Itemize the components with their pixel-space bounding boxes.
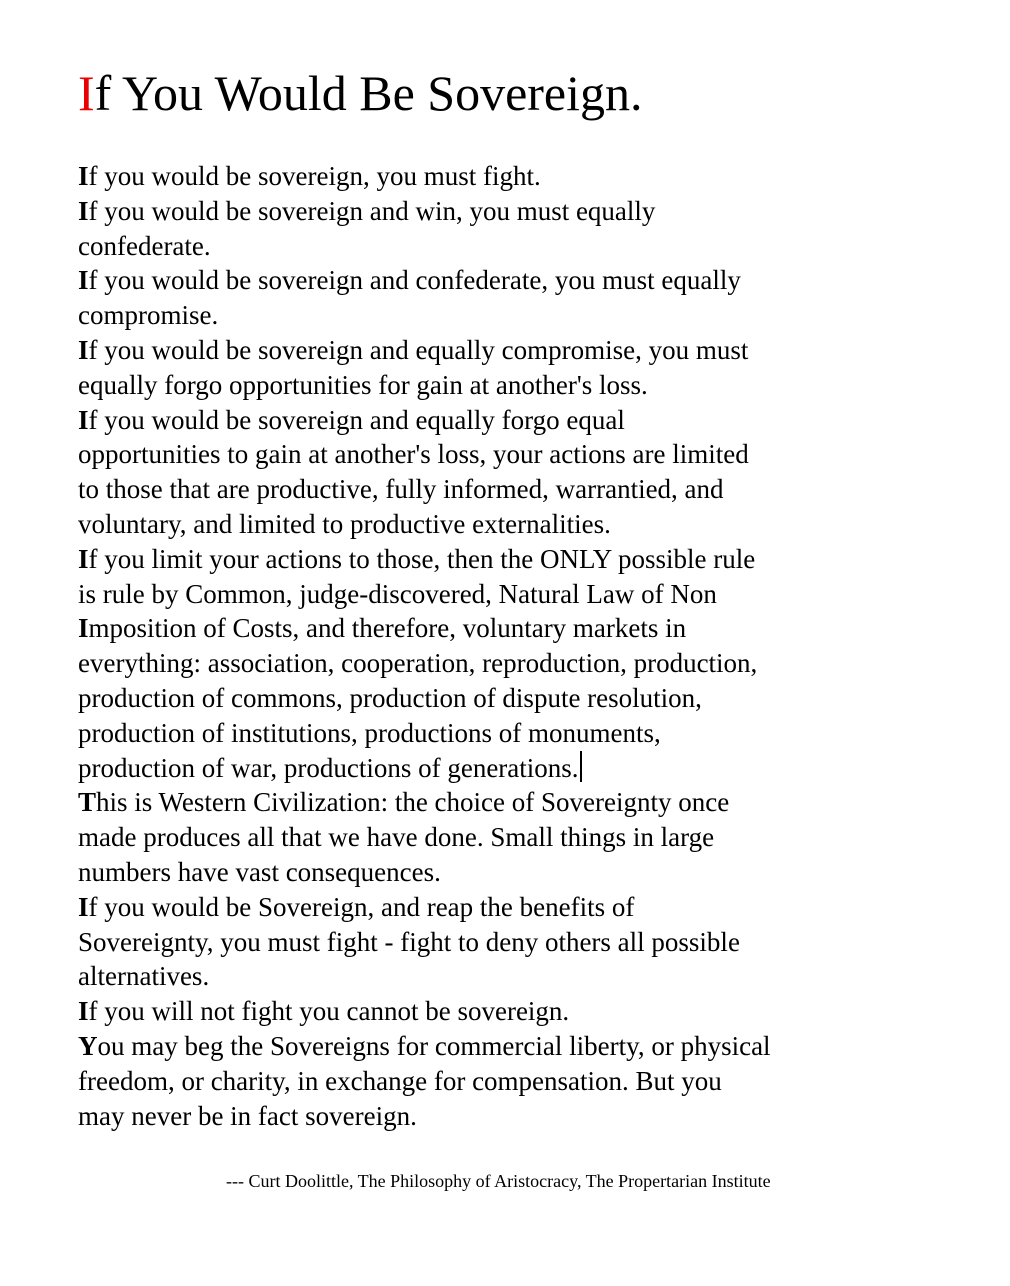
bold-lead-letter: Y [78, 1030, 98, 1061]
bold-lead-letter: I [78, 996, 89, 1027]
text-line[interactable]: If you would be sovereign and equally compromise, you must [78, 334, 749, 365]
title-first-letter: I [78, 65, 95, 121]
bold-lead-letter: I [78, 613, 89, 644]
title-rest: f You Would Be Sovereign. [94, 65, 643, 121]
text-line[interactable]: If you would be Sovereign, and reap the benefits of [78, 891, 635, 922]
text-line[interactable]: production of war, productions of generations. [78, 751, 938, 786]
text-line[interactable]: If you would be sovereign, you must fight. [78, 161, 541, 191]
body-text[interactable] [78, 159, 938, 1133]
text-line[interactable]: If you would be sovereign and equally forgo equal [78, 404, 625, 435]
text-line[interactable]: If you would be sovereign and win, you must equally [78, 195, 656, 226]
text-line[interactable]: everything: association, cooperation, reproduction, production, [78, 648, 758, 679]
text-line[interactable]: opportunities to gain at another's loss, your actions are limited [78, 439, 749, 470]
text-line[interactable]: may never be in fact sovereign. [78, 1100, 417, 1131]
bold-lead-letter: T [78, 787, 97, 818]
text-caret [580, 751, 582, 782]
text-line[interactable]: freedom, or charity, in exchange for compensation. But you [78, 1065, 722, 1096]
text-line[interactable]: This is Western Civilization: the choice of Sovereignty once [78, 787, 730, 818]
text-line[interactable]: If you limit your actions to those, then the ONLY possible rule [78, 543, 756, 574]
text-line[interactable]: If you will not fight you cannot be sovereign. [78, 996, 570, 1027]
text-line[interactable]: production of commons, production of dispute resolution, [78, 682, 702, 713]
text-line[interactable]: You may beg the Sovereigns for commercial liberty, or physical [78, 1030, 771, 1061]
bold-lead-letter: I [78, 891, 89, 922]
bold-lead-letter: I [78, 543, 89, 574]
bold-lead-letter: I [78, 404, 89, 435]
text-line[interactable]: production of institutions, productions of monuments, [78, 717, 661, 748]
bold-lead-letter: I [78, 161, 89, 191]
page-title [78, 66, 940, 121]
text-line[interactable]: compromise. [78, 300, 219, 331]
text-line[interactable]: alternatives. [78, 961, 210, 992]
text-line[interactable]: confederate. [78, 230, 211, 261]
text-line[interactable]: is rule by Common, judge-discovered, Natural Law of Non [78, 578, 717, 609]
text-line[interactable]: If you would be sovereign and confederate, you must equally [78, 265, 741, 296]
text-line[interactable]: equally forgo opportunities for gain at another's loss. [78, 369, 648, 400]
text-line[interactable]: made produces all that we have done. Small things in large [78, 822, 715, 853]
text-line[interactable]: Sovereignty, you must fight - fight to deny others all possible [78, 926, 740, 957]
bold-lead-letter: I [78, 334, 89, 365]
bold-lead-letter: I [78, 265, 89, 296]
text-line[interactable]: numbers have vast consequences. [78, 856, 441, 887]
text-line[interactable]: Imposition of Costs, and therefore, voluntary markets in [78, 613, 687, 644]
attribution: --- Curt Doolittle, The Philosophy of Aristocracy, The Propertarian Institute [226, 1171, 771, 1192]
text-line[interactable]: voluntary, and limited to productive externalities. [78, 508, 611, 539]
text-line[interactable]: to those that are productive, fully informed, warrantied, and [78, 474, 724, 505]
bold-lead-letter: I [78, 195, 89, 226]
